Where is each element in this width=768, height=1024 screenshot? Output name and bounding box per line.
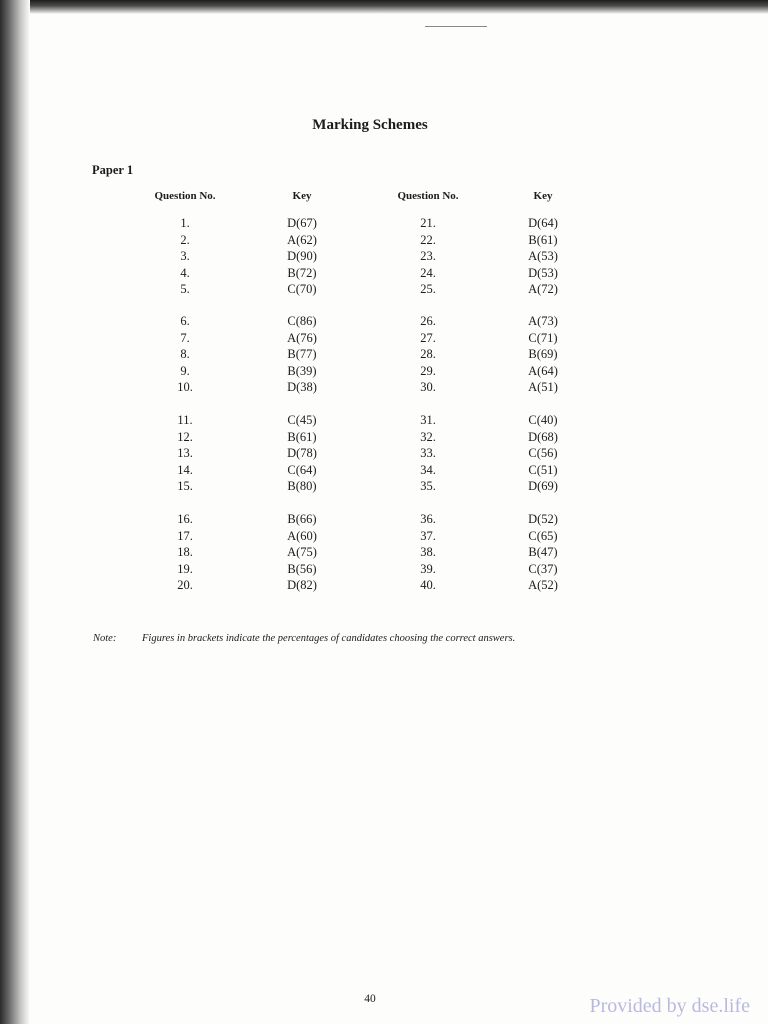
answer-row <box>0 463 768 479</box>
question-number: 40. <box>420 578 436 592</box>
question-number: 10. <box>177 380 193 394</box>
answer-key: B(80) <box>287 479 317 493</box>
answer-key: C(45) <box>287 413 317 427</box>
answer-key: D(90) <box>287 249 317 263</box>
answer-key: A(60) <box>287 528 317 543</box>
answer-row <box>0 578 768 594</box>
header-key-right: Key <box>533 190 553 202</box>
answer-key: B(61) <box>528 232 558 247</box>
answer-row <box>0 446 768 462</box>
question-number: 1. <box>180 216 190 230</box>
answer-row <box>0 545 768 561</box>
question-number: 17. <box>177 528 193 543</box>
answer-key: C(65) <box>528 528 558 543</box>
answer-row <box>0 430 768 446</box>
question-number: 35. <box>420 479 436 493</box>
question-number: 24. <box>420 265 436 280</box>
answer-row <box>0 562 768 578</box>
answer-key: B(66) <box>287 512 317 526</box>
question-number: 23. <box>420 249 436 263</box>
answer-key: A(73) <box>528 314 558 328</box>
answer-key: C(40) <box>528 413 558 427</box>
answer-key: A(75) <box>287 545 317 559</box>
answer-key: A(53) <box>528 249 558 263</box>
answer-row <box>0 413 768 429</box>
scan-mark <box>425 26 487 27</box>
answer-key: D(78) <box>287 446 317 460</box>
answer-row <box>0 364 768 380</box>
header-key-left: Key <box>292 190 312 202</box>
question-number: 27. <box>420 330 436 345</box>
question-number: 29. <box>420 363 436 378</box>
question-number: 11. <box>177 413 193 427</box>
answer-row <box>0 314 768 330</box>
answer-row <box>0 380 768 396</box>
paper-label: Paper 1 <box>92 163 134 177</box>
page-number: 40 <box>364 993 376 1005</box>
answer-key: D(69) <box>528 479 558 493</box>
question-number: 6. <box>180 314 190 328</box>
answer-key: D(53) <box>528 265 558 280</box>
question-number: 36. <box>420 512 436 526</box>
answer-key: A(64) <box>528 363 558 378</box>
question-number: 2. <box>180 232 190 247</box>
answer-key: B(77) <box>287 347 317 361</box>
answer-key: C(64) <box>287 462 317 477</box>
question-number: 14. <box>177 462 193 477</box>
answer-key: B(72) <box>287 265 317 280</box>
question-number: 37. <box>420 528 436 543</box>
answer-row <box>0 233 768 249</box>
question-number: 9. <box>180 363 190 378</box>
scan-shadow-top <box>0 0 768 14</box>
question-number: 39. <box>420 561 436 576</box>
question-number: 21. <box>420 216 436 230</box>
answer-row <box>0 249 768 265</box>
question-number: 32. <box>420 429 436 444</box>
question-number: 28. <box>420 347 436 361</box>
answer-row <box>0 529 768 545</box>
question-number: 3. <box>180 249 190 263</box>
answer-row <box>0 331 768 347</box>
answer-key: C(51) <box>528 462 558 477</box>
note-text: Figures in brackets indicate the percentages of candidates choosing the correct answers. <box>142 633 516 644</box>
question-number: 30. <box>420 380 436 394</box>
question-number: 34. <box>420 462 436 477</box>
answer-key: C(37) <box>528 561 558 576</box>
answer-key: D(67) <box>287 216 317 230</box>
answer-key: D(38) <box>287 380 317 394</box>
answer-row <box>0 266 768 282</box>
answer-row <box>0 216 768 232</box>
answer-key: D(64) <box>528 216 558 230</box>
answer-key: D(82) <box>287 578 317 592</box>
answer-key: A(72) <box>528 282 558 296</box>
answer-row <box>0 282 768 298</box>
question-number: 16. <box>177 512 193 526</box>
question-number: 4. <box>180 265 190 280</box>
note-label: Note: <box>93 633 117 644</box>
question-number: 31. <box>420 413 436 427</box>
question-number: 18. <box>177 545 193 559</box>
answer-key: A(62) <box>287 232 317 247</box>
question-number: 38. <box>420 545 436 559</box>
question-number: 19. <box>177 561 193 576</box>
question-number: 7. <box>180 330 190 345</box>
question-number: 22. <box>420 232 436 247</box>
answer-key: B(56) <box>287 561 317 576</box>
answer-key: A(76) <box>287 330 317 345</box>
answer-key: D(52) <box>528 512 558 526</box>
answer-key: C(86) <box>287 314 317 328</box>
question-number: 8. <box>180 347 190 361</box>
question-number: 20. <box>177 578 193 592</box>
question-number: 12. <box>177 429 193 444</box>
answer-key: A(51) <box>528 380 558 394</box>
answer-row <box>0 479 768 495</box>
header-question-no-right: Question No. <box>397 190 459 202</box>
watermark: Provided by dse.life <box>589 995 750 1017</box>
question-number: 15. <box>177 479 193 493</box>
header-question-no-left: Question No. <box>154 190 216 202</box>
question-number: 26. <box>420 314 436 328</box>
answer-key: B(69) <box>528 347 558 361</box>
answer-key: C(70) <box>287 282 317 296</box>
answer-row <box>0 347 768 363</box>
question-number: 25. <box>420 282 436 296</box>
answer-key: B(39) <box>287 363 317 378</box>
question-number: 33. <box>420 446 436 460</box>
answer-key: D(68) <box>528 429 558 444</box>
answer-key: A(52) <box>528 578 558 592</box>
answer-key: B(61) <box>287 429 317 444</box>
question-number: 5. <box>180 282 190 296</box>
page-title: Marking Schemes <box>312 117 428 133</box>
answer-key: C(56) <box>528 446 558 460</box>
answer-key: C(71) <box>528 330 558 345</box>
question-number: 13. <box>177 446 193 460</box>
answer-row <box>0 512 768 528</box>
answer-key: B(47) <box>528 545 558 559</box>
